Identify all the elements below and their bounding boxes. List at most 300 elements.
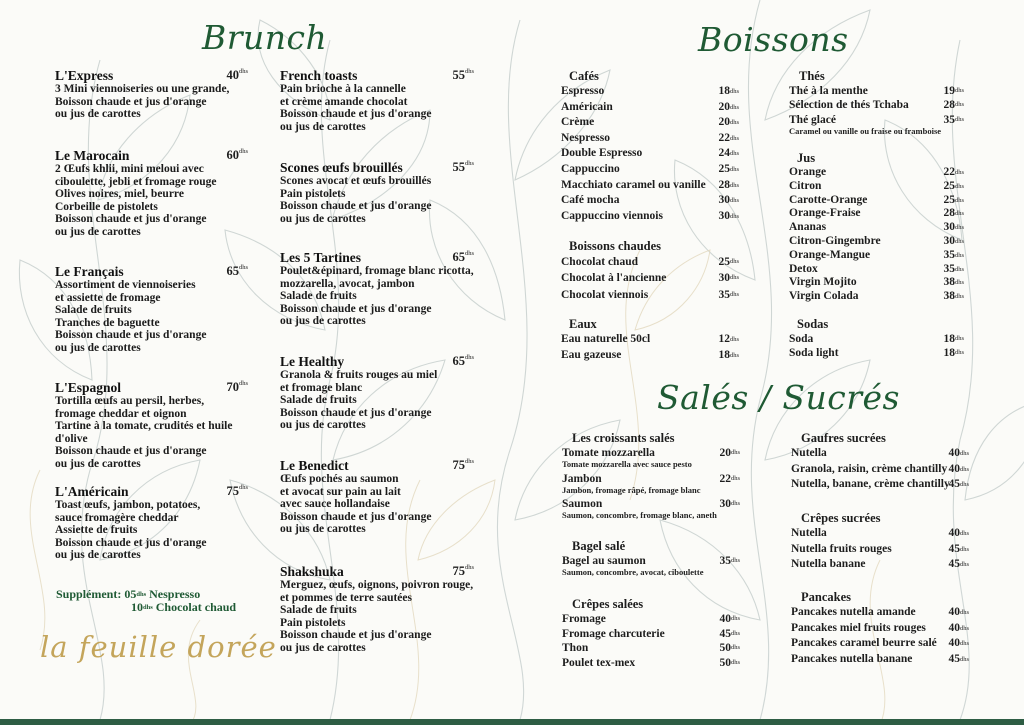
menu-item-price [718,115,739,131]
menu-item-row [791,477,969,493]
menu-item-name: Pancakes nutella banane [791,652,913,665]
section-heading: Jus [797,151,816,165]
menu-item-price-value: 12 [718,333,730,345]
menu-item-name: Nutella banane [791,558,866,571]
dish-description-line: Assiette de fruits [55,524,138,537]
menu-item-price-unit: dhs [730,449,740,456]
dish-price-unit: dhs [238,264,248,271]
dish-description-line: Boisson chaude et jus d'orange [55,213,207,226]
menu-item-row [561,131,739,147]
dish-price-unit: dhs [238,68,248,75]
menu-item-price [943,290,964,304]
menu-item-price-value: 40 [948,621,960,634]
menu-item-price [719,446,740,460]
menu-item-name: Cappuccino [561,162,620,175]
menu-item-name: Fromage [562,613,606,625]
menu-item-price-value: 40 [948,462,960,475]
supplement-unit-1: dhs [136,591,147,598]
menu-item-description: Saumon, concombre, fromage blanc, aneth [562,510,717,520]
menu-item-price-unit: dhs [959,624,969,632]
dish-description-line: et fromage blanc [280,381,363,394]
menu-item-description: Tomate mozzarella avec sauce pesto [562,459,692,469]
menu-item-price [943,166,964,180]
menu-item-row [562,497,740,511]
dish-description-line: Pain pistolets [280,187,346,200]
menu-item-row [789,221,964,235]
menu-item-name: Chocolat à l'ancienne [561,272,667,285]
dish-description-line: Tranches de baguette [55,316,160,329]
dish-description-line: Boisson chaude et jus d'orange [55,536,207,549]
menu-item-price-unit: dhs [954,169,964,176]
menu-item-name: Nutella, banane, crème chantilly [791,478,950,491]
dish-description-line: Boisson chaude et jus d'orange [55,445,207,458]
menu-item-price-value: 45 [948,478,960,491]
menu-item-price-value: 50 [719,656,731,669]
dish-description-line: Granola & fruits rouges au miel [280,369,438,381]
menu-item-price [948,462,969,478]
menu-item-name: Carotte-Orange [789,193,868,206]
menu-item-price [943,249,964,263]
menu-item-name: Citron-Gingembre [789,234,881,247]
menu-item-price [718,332,739,348]
supplement-block [56,588,276,614]
dish-price [452,68,474,83]
menu-item-price [719,472,740,486]
menu-item-row [789,166,964,180]
menu-item-price-unit: dhs [954,196,964,204]
dish-price [226,148,248,163]
dish-price-unit: dhs [238,380,248,387]
menu-item-price-value: 28 [718,178,730,191]
dish-description-line: Boisson chaude et jus d'orange [280,302,432,315]
menu-item-row [561,348,739,364]
menu-item-price-value: 35 [718,288,730,301]
menu-item-price [948,446,969,462]
dish-description-line: ou jus de carottes [280,523,366,536]
dish-description-line: Boisson chaude et jus d'orange [280,108,432,121]
menu-item-description: Jambon, fromage râpé, fromage blanc [562,484,701,495]
menu-item-price-value: 35 [943,113,955,126]
menu-section [791,430,969,493]
menu-item-price-value: 45 [948,652,960,665]
menu-item-name: Nutella fruits rouges [791,542,892,555]
menu-item-row [561,332,739,348]
menu-item-price [718,84,739,100]
menu-section [561,316,739,363]
menu-item-price [943,207,964,221]
dish-description-line: et pommes de terre sautées [280,591,412,604]
menu-item-price-unit: dhs [729,150,739,158]
menu-item-name: Orange [789,166,827,178]
dish-price [452,564,474,579]
menu-item-price-value: 35 [719,555,731,567]
dish-name: Le Marocain [55,148,130,163]
menu-item-name: Cappuccino viennois [561,209,663,222]
dish-description-line: ou jus de carottes [280,212,366,225]
menu-item-price [943,346,964,360]
logo: la feuille dorée [40,630,277,664]
menu-item-row [562,641,740,656]
supplement-unit-2: dhs [143,604,153,611]
menu-item-price-value: 24 [718,147,730,160]
brunch-dish [280,564,474,655]
menu-item-row [562,656,740,671]
section-heading: Pancakes [801,590,851,604]
dish-description-line: Poulet&épinard, fromage blanc ricotta, [280,265,474,277]
brunch-title: Brunch [202,18,328,57]
dish-price-value: 55 [452,68,465,82]
menu-item-price-value: 28 [943,207,955,220]
section-heading: Bagel salé [572,539,626,553]
menu-item-price-unit: dhs [959,640,969,648]
menu-item-price-value: 30 [718,272,730,285]
menu-item-row [789,180,964,194]
menu-item-price-unit: dhs [730,615,740,622]
dish-description-line: Boisson chaude et jus d'orange [280,406,432,419]
menu-item-price-unit: dhs [729,88,739,95]
dish-price-value: 75 [226,484,239,498]
menu-item-price-value: 20 [718,100,730,113]
menu-item-price [718,254,739,270]
menu-item-price-unit: dhs [729,290,739,298]
menu-item-price-value: 18 [943,333,955,345]
menu-item-price-value: 35 [943,248,955,261]
menu-item-name: Citron [789,179,822,192]
menu-item-row [789,84,964,98]
menu-item-row [561,178,739,194]
menu-item-name: Crème [561,116,595,129]
menu-item-price-unit: dhs [730,629,740,637]
menu-item-price-unit: dhs [954,182,964,190]
dish-description-line: Assortiment de viennoiseries [55,279,196,291]
menu-item-price-unit: dhs [729,351,739,359]
menu-item-price-unit: dhs [954,101,964,109]
dish-description-line: ou jus de carottes [55,341,141,354]
brunch-dish [280,250,474,328]
menu-item-price [943,194,964,208]
brunch-dish [55,484,248,562]
menu-item-row [791,446,969,462]
menu-item-row [789,263,964,277]
section-heading: Sodas [797,317,829,331]
dish-price-value: 40 [226,68,239,82]
dish-description-line: et assiette de fromage [55,291,161,304]
menu-item-price [718,287,739,303]
menu-item-name: Soda [789,333,814,345]
menu-item-row [789,276,964,290]
dish-price [226,484,248,499]
menu-item-row [789,332,964,346]
menu-item-price [718,209,739,225]
menu-item-row [562,627,740,642]
menu-item-price-value: 22 [719,472,731,485]
menu-item-price [719,627,740,642]
dish-price [452,250,474,265]
brunch-dish [55,148,248,239]
menu-item-price-unit: dhs [729,336,739,343]
dish-price-unit: dhs [464,458,474,465]
menu-item-price-value: 30 [718,209,730,222]
menu-item-price-value: 22 [943,166,955,178]
menu-item-price [943,276,964,290]
menu-item-row [791,605,969,621]
dish-description-line: Pain pistolets [280,616,346,629]
menu-item-price-unit: dhs [954,335,964,342]
dish-description-line: Corbeille de pistolets [55,200,158,213]
menu-item-price-value: 20 [718,116,730,129]
menu-item-price-value: 35 [943,262,955,275]
menu-item-name: Nutella [791,447,827,459]
dish-description-line: sauce fromagère cheddar [55,511,179,524]
sales-sucres-title: Salés / Sucrés [657,378,900,417]
menu-item-price-unit: dhs [959,545,969,553]
menu-item-price-value: 25 [943,193,955,206]
menu-item-name: Virgin Colada [789,290,859,303]
menu-item-name: Pancakes miel fruits rouges [791,621,926,634]
dish-description-line: Boisson chaude et jus d'orange [55,95,207,108]
menu-item-price-value: 45 [948,542,960,555]
menu-item-price-unit: dhs [729,119,739,127]
dish-description-line: Toast œufs, jambon, potatoes, [55,499,201,511]
dish-name: L'Express [55,68,114,83]
menu-item-name: Nutella [791,527,827,539]
menu-item-name: Detox [789,262,818,275]
menu-item-row [561,115,739,131]
dish-price-unit: dhs [238,148,248,155]
menu-item-price-value: 40 [948,527,960,539]
dish-description-line: avec sauce hollandaise [280,498,390,511]
menu-item-price-unit: dhs [959,609,969,616]
menu-item-row [561,193,739,209]
dish-description-line: ou jus de carottes [55,225,141,238]
dish-description-line: Scones avocat et œufs brouillés [280,175,432,187]
menu-item-row [791,652,969,668]
menu-item-name: Orange-Fraise [789,207,861,220]
dish-description-line: Merguez, œufs, oignons, poivron rouge, [280,579,474,591]
dish-description-line: ou jus de carottes [55,108,141,121]
menu-section [789,68,964,139]
menu-section [562,538,740,580]
menu-item-name: Soda light [789,347,839,360]
menu-item-row [561,162,739,178]
menu-item-price-value: 25 [943,179,955,192]
menu-item-price [948,557,969,573]
menu-item-price-value: 45 [719,627,731,640]
menu-item-price-unit: dhs [959,655,969,663]
menu-item-price [948,636,969,652]
menu-item-name: Américain [561,100,613,113]
menu-item-row [562,554,740,568]
dish-description-line: mozzarella, avocat, jambon [280,277,415,290]
brunch-dish [55,380,248,471]
menu-item-name: Eau gazeuse [561,348,622,361]
dish-description-line: Boisson chaude et jus d'orange [280,200,432,213]
menu-section [562,430,740,523]
menu-item-price [719,554,740,568]
dish-name: Le Français [55,264,124,279]
section-heading: Crêpes salées [572,597,644,611]
menu-item-price-value: 30 [943,234,955,247]
menu-item-row [561,254,739,270]
dish-description-line: Boisson chaude et jus d'orange [55,329,207,342]
dish-price-value: 65 [452,250,465,264]
menu-item-row [789,346,964,360]
dish-name: L'Américain [55,484,129,499]
dish-price-value: 60 [226,148,239,162]
menu-section [561,68,739,224]
dish-price-unit: dhs [464,564,474,571]
menu-item-name: Jambon [562,472,602,485]
menu-item-row [789,290,964,304]
menu-item-row [789,207,964,221]
section-heading: Boissons chaudes [569,239,662,253]
dish-name: L'Espagnol [55,380,122,395]
menu-item-name: Thon [562,642,589,655]
menu-item-price-unit: dhs [954,349,964,357]
menu-item-row [791,462,969,478]
brunch-dish [55,68,248,121]
menu-item-name: Espresso [561,85,605,97]
menu-item-price [718,348,739,364]
dish-price-value: 70 [226,380,239,394]
menu-item-row [561,84,739,100]
menu-item-price-unit: dhs [729,103,739,111]
menu-item-row [791,636,969,652]
dish-description-line: ou jus de carottes [280,641,366,654]
dish-description-line: et avocat sur pain au lait [280,485,401,498]
menu-item-price [948,526,969,542]
menu-item-price-value: 40 [948,637,960,650]
menu-item-row [561,287,739,303]
menu-item-price [943,221,964,235]
menu-item-price [718,193,739,209]
menu-item-name: Thé à la menthe [789,85,868,97]
menu-item-price-unit: dhs [959,465,969,473]
menu-item-price-value: 25 [718,256,730,268]
menu-item-price [718,178,739,194]
menu-item-row [561,270,739,286]
menu-item-row [561,209,739,225]
menu-item-price [719,497,740,511]
dish-price-unit: dhs [464,68,474,75]
menu-item-price-unit: dhs [729,258,739,265]
dish-name: Le Healthy [280,354,345,369]
dish-description-line: et crème amande chocolat [280,95,408,108]
menu-item-price [948,542,969,558]
menu-item-row [789,235,964,249]
menu-item-price-unit: dhs [730,557,740,564]
menu-item-price [718,162,739,178]
menu-item-price [718,270,739,286]
menu-item-name: Orange-Mangue [789,248,871,261]
menu-item-row [791,542,969,558]
menu-item-name: Macchiato caramel ou vanille [561,178,706,191]
menu-section [789,150,964,304]
dish-description-line: ou jus de carottes [280,120,366,133]
menu-item-price-value: 45 [948,558,960,571]
dish-price [452,458,474,473]
menu-item-price [948,477,969,493]
menu-item-name: Chocolat chaud [561,256,638,268]
dish-price-value: 75 [452,564,465,578]
brunch-dish [280,354,474,432]
dish-price [226,264,248,279]
supplement-item-1: Nespresso [149,587,201,601]
dish-description-line: 3 Mini viennoiseries ou une grande, [55,83,230,95]
menu-item-name: Double Espresso [561,147,643,160]
section-heading: Cafés [569,69,599,83]
menu-item-row [791,526,969,542]
menu-item-price-value: 40 [719,613,731,625]
menu-item-row [562,472,740,486]
supplement-line-2 [56,601,276,614]
brunch-dish [280,160,474,225]
brunch-dish [280,68,474,133]
section-heading: Eaux [569,317,597,331]
menu-item-price-unit: dhs [730,658,740,666]
menu-item-price-value: 18 [718,348,730,361]
menu-item-price-unit: dhs [954,224,964,232]
menu-item-price-unit: dhs [954,237,964,245]
dish-name: Le Benedict [280,458,349,473]
menu-item-name: Fromage charcuterie [562,627,665,640]
menu-item-price-value: 30 [719,498,731,510]
menu-item-price-unit: dhs [954,115,964,123]
menu-item-price [943,235,964,249]
menu-item-name: Thé glacé [789,113,836,126]
menu-item-price-value: 18 [943,347,955,360]
brunch-dish [280,458,474,536]
menu-item-price-value: 25 [718,162,730,175]
dish-description-line: Boisson chaude et jus d'orange [280,629,432,642]
menu-item-name: Saumon [562,498,603,510]
menu-item-price-value: 28 [943,99,955,112]
section-heading: Crêpes sucrées [801,511,881,525]
menu-item-price-value: 30 [943,221,955,234]
dish-description-line: Tortilla œufs au persil, herbes, [55,395,205,407]
menu-item-row [789,194,964,208]
menu-item-name: Virgin Mojito [789,276,857,289]
menu-item-price-unit: dhs [729,165,739,173]
menu-item-price-value: 18 [718,85,730,97]
menu-item-price [718,100,739,116]
menu-item-price [943,263,964,277]
menu-item-price-unit: dhs [729,134,739,142]
menu-item-price-unit: dhs [954,279,964,287]
menu-item-price-unit: dhs [959,481,969,489]
dish-name: Shakshuka [280,564,344,579]
menu-section [562,596,740,670]
dish-price [452,160,474,175]
dish-price-value: 65 [452,354,465,368]
menu-item-price-unit: dhs [729,197,739,205]
menu-item-name: Eau naturelle 50cl [561,333,651,345]
menu-item-price-value: 20 [719,447,731,459]
menu-item-price [718,131,739,147]
menu-item-price-unit: dhs [729,212,739,220]
dish-price [226,68,248,83]
menu-item-price-value: 40 [948,447,960,459]
menu-item-price [948,605,969,621]
menu-item-price-unit: dhs [959,450,969,457]
menu-item-price-unit: dhs [730,474,740,482]
menu-item-price [718,146,739,162]
dish-description-line: Tartine à la tomate, crudités et huile d'olive [55,420,233,445]
menu-item-price [948,621,969,637]
menu-item-price-value: 40 [948,606,960,618]
dish-name: French toasts [280,68,358,83]
menu-item-price-unit: dhs [730,644,740,652]
